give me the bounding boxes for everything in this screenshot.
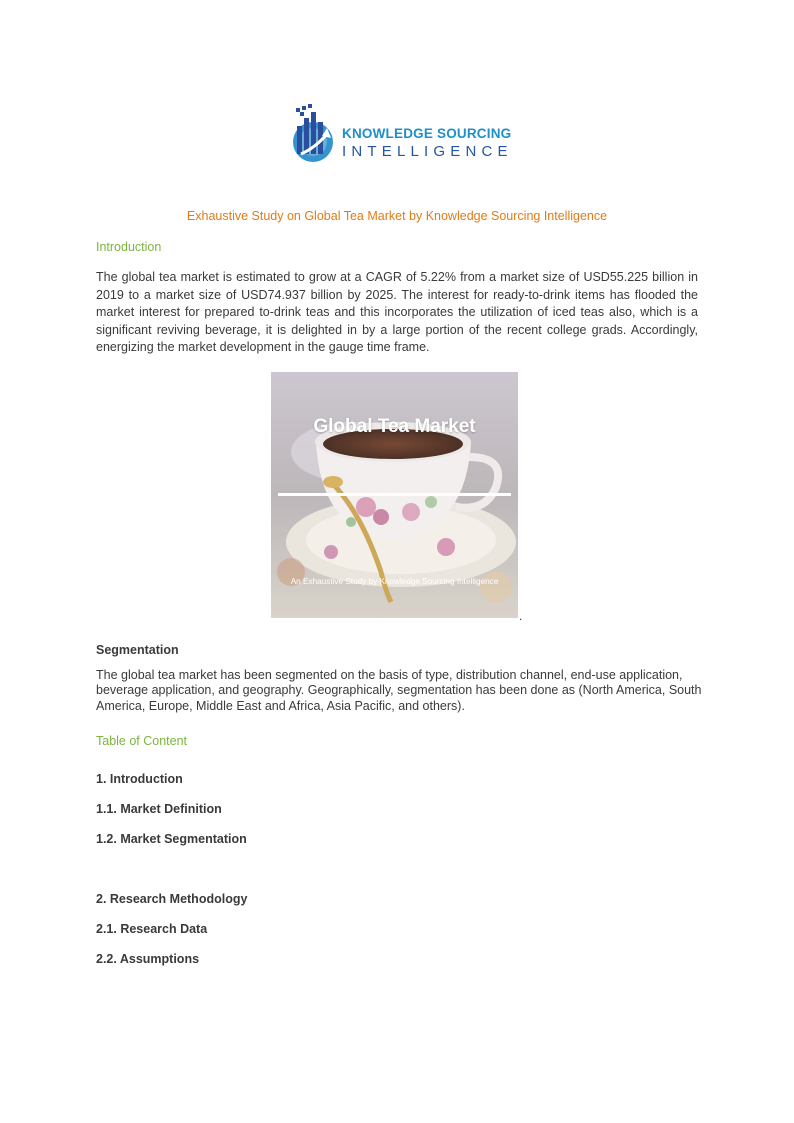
hero-divider [278,493,511,496]
toc-heading: Table of Content [96,734,188,748]
company-logo [291,104,513,166]
hero-image [271,372,518,618]
toc-item: 2.1. Research Data [96,922,208,936]
introduction-paragraph: The global tea market is estimated to grow at a CAGR of 5.22% from a market size of USD55.225 billion in 2019 to a market size of USD74.937 billion by 2025. The interest for ready-to-drink items has flooded the market interest for prepared to-drink teas and this incorporates the utilization of iced teas also, which is a significant reviving beverage, it is delighted in by a large portion of the recent college grads. Accordingly, energizing the market development in the gauge time frame. [96,270,698,355]
toc-item: 2.2. Assumptions [96,952,200,966]
hero-caption: An Exhaustive Study by Knowledge Sourcing Intelligence [290,577,499,586]
trailing-mark: . [519,609,523,623]
page-title: Exhaustive Study on Global Tea Market by Knowledge Sourcing Intelligence [186,209,608,223]
toc-item: 1. Introduction [96,772,183,786]
bar-chart-arrow-icon [291,104,339,166]
segmentation-paragraph: The global tea market has been segmented on the basis of type, distribution channel, end-use application, beverage application, and geography. Geographically, segmentation has been done as (North America, South America, Europe, Middle East and Africa, Asia Pacific, and others). [96,668,702,713]
toc-item: 1.2. Market Segmentation [96,832,247,846]
segmentation-heading: Segmentation [96,643,179,657]
toc-item: 1.1. Market Definition [96,802,222,816]
toc-item: 2. Research Methodology [96,892,248,906]
hero-title: Global Tea Market [313,416,476,437]
introduction-heading: Introduction [96,240,162,254]
logo-text-primary: KNOWLEDGE SOURCING [342,126,512,141]
logo-text-secondary: INTELLIGENCE [342,143,513,160]
